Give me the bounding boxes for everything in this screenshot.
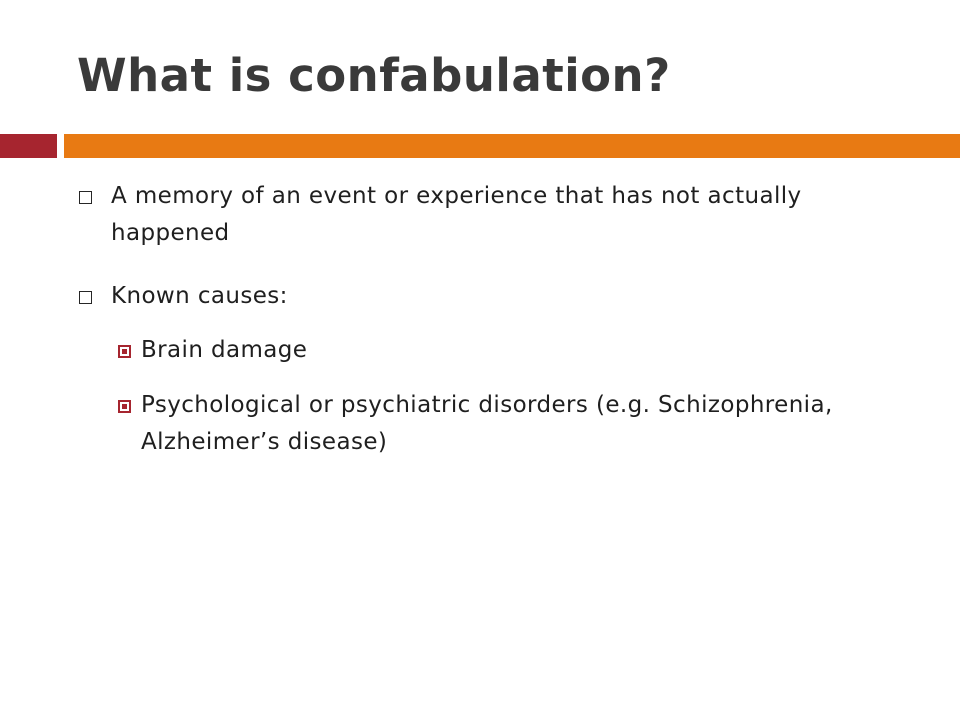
sub-bullet-item-disorders: [118, 387, 838, 461]
hollow-square-bullet-icon: [79, 191, 92, 204]
filled-square-bullet-icon: [118, 345, 131, 358]
title-accent-left-block: [0, 134, 57, 158]
filled-square-bullet-icon: [118, 400, 131, 413]
sub-bullet-text: Brain damage: [141, 337, 308, 363]
slide-title: What is confabulation?: [77, 49, 671, 102]
sub-bullet-text: Psychological or psychiatric disorders (e.g. Schizophrenia, Alzheimer’s disease): [141, 392, 833, 455]
title-accent-bar: [64, 134, 960, 158]
bullet-item-definition: [79, 178, 839, 252]
bullet-item-known-causes: [79, 278, 839, 315]
bullet-text: Known causes:: [111, 283, 288, 309]
sub-bullet-item-brain-damage: [118, 332, 838, 369]
bullet-text: A memory of an event or experience that has not actually happened: [111, 183, 802, 246]
hollow-square-bullet-icon: [79, 291, 92, 304]
